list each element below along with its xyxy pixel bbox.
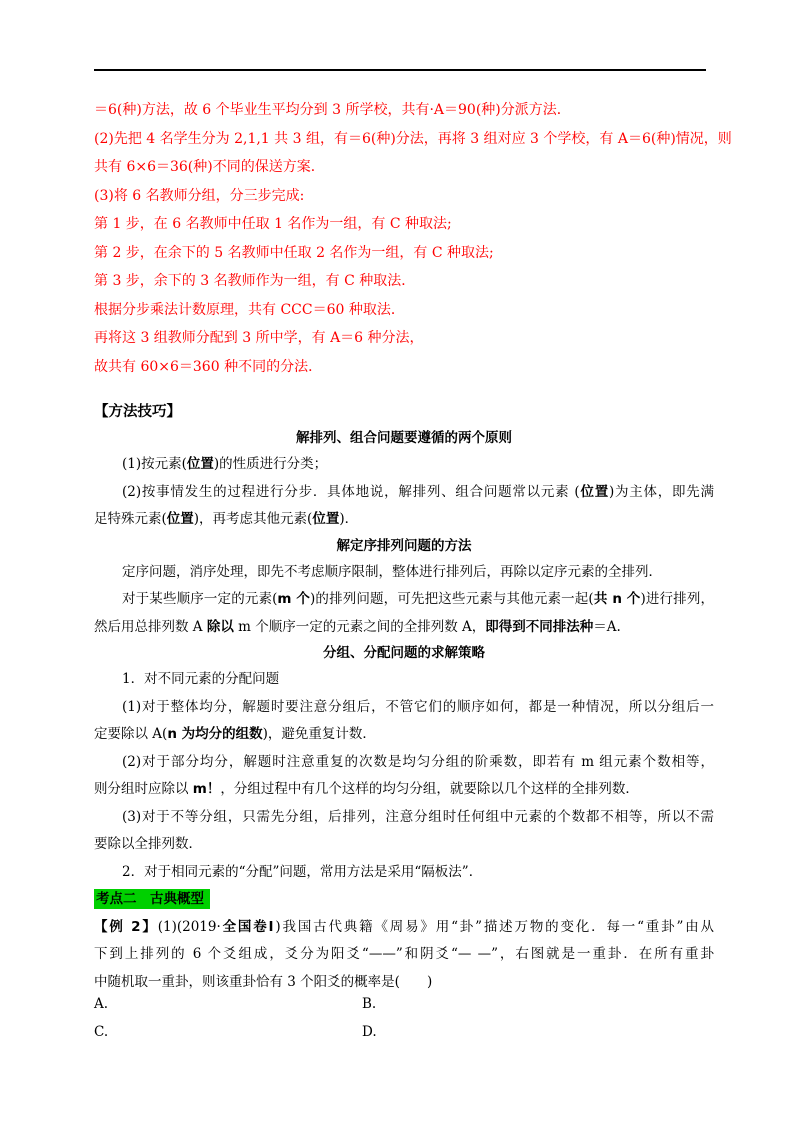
example-line: 下到上排列的 6 个爻组成，爻分为阳爻“——”和阴爻“— —”，右图就是一重卦．在所有重卦 — [94, 946, 714, 962]
solution-line: 第 1 步，在 6 名教师中任取 1 名作为一组，有 C 种取法; — [94, 216, 452, 232]
paragraph — [94, 776, 714, 804]
bold-text: 即得到不同排法种 — [485, 618, 594, 635]
methods-body — [94, 426, 714, 1051]
kaodian-label: 考点二 古典概型 — [94, 889, 210, 909]
text: )． — [339, 511, 359, 527]
paragraph: 要除以全排列数． — [94, 836, 202, 852]
section-title: 解定序排列问题的方法 — [336, 537, 472, 554]
text: )进行排列， — [640, 591, 714, 607]
choice-row — [94, 1024, 714, 1052]
solution-line: 第 3 步，余下的 3 名教师作为一组，有 C 种取法． — [94, 273, 416, 289]
text: )，避免重复计数． — [262, 726, 376, 742]
paragraph: 2．对于相同元素的“分配”问题，常用方法是采用“隔板法”． — [122, 863, 483, 880]
choice-b: B. — [362, 996, 377, 1012]
text: (1)(2019· — [157, 918, 221, 935]
bold-text: n 为均分的组数 — [167, 726, 263, 742]
solution-block — [94, 96, 732, 381]
section-title: 分组、分配问题的求解策略 — [323, 645, 485, 661]
text: (2)按事情发生的过程进行分步．具体地说，解排列、组合问题常以元素 ( — [122, 483, 580, 500]
solution-line: ＝6(种)方法，故 6 个毕业生平均分到 3 所学校，共有·A＝90(种)分派方法． — [94, 102, 571, 118]
text: )的排列问题，可先把这些元素与其他元素一起( — [310, 591, 594, 607]
text: 则分组时应除以 — [94, 781, 193, 797]
text: 然后用总排列数 A — [94, 618, 207, 635]
text: )为主体，即先满 — [608, 483, 715, 500]
solution-line: 故共有 60×6＝360 种不同的分法． — [94, 358, 323, 375]
paragraph: (1)对于整体均分，解题时要注意分组后，不管它们的顺序如何，都是一种情况，所以分组后一 — [122, 698, 714, 715]
bold-text: 位置 — [186, 456, 214, 472]
text: (1)按元素( — [122, 456, 187, 472]
paragraph — [94, 721, 714, 749]
solution-line: (2)先把 4 名学生分为 2,1,1 共 3 组，有＝6(种)分法，再将 3 组对应 3 个学校，有 A＝6(种)情况，则 — [94, 130, 732, 147]
paragraph — [94, 614, 714, 642]
paragraph: 1．对不同元素的分配问题 — [122, 671, 280, 687]
kaodian-row — [94, 886, 714, 914]
paragraph — [94, 479, 714, 507]
text: )我国古代典籍《周易》用“卦”描述万物的变化．每一“重卦”由从 — [275, 918, 715, 935]
bold-text: 位置 — [166, 511, 194, 527]
bold-text: m 个 — [277, 591, 310, 607]
choice-row — [94, 996, 714, 1024]
paragraph: 定序问题，消序处理，即先不考虑顺序限制，整体进行排列后，再除以定序元素的全排列． — [122, 563, 662, 580]
paragraph — [94, 506, 714, 534]
text: ，分组过程中有几个这样的均匀分组，就要除以几个这样的全排列数． — [220, 781, 639, 797]
text: 定要除以 A( — [94, 726, 168, 742]
paragraph: (2)对于部分均分，解题时注意重复的次数是均匀分组的阶乘数，即若有 m 组元素个数相等， — [122, 753, 714, 770]
paragraph — [94, 586, 714, 614]
choice-a: A. — [94, 996, 109, 1012]
solution-line: 第 2 步，在余下的 5 名教师中任取 2 名作为一组，有 C 种取法; — [94, 244, 494, 261]
example-line: 中随机取一重卦，则该重卦恰有 3 个阳爻的概率是( ) — [94, 973, 433, 990]
choice-d: D. — [362, 1023, 377, 1040]
bold-text: 共 n 个 — [593, 591, 641, 607]
text: 足特殊元素( — [94, 511, 167, 527]
text: 对于某些顺序一定的元素( — [122, 591, 278, 607]
paragraph: (3)对于不等分组，只需先分组，后排列，注意分组时任何组中元素的个数都不相等，所以不需 — [122, 808, 714, 825]
section-title: 解排列、组合问题要遵循的两个原则 — [296, 430, 512, 446]
bold-text: 位置 — [579, 483, 609, 500]
bold-text: 位置 — [312, 511, 340, 527]
paragraph — [94, 451, 714, 479]
text: m 个顺序一定的元素之间的全排列数 A， — [233, 618, 486, 635]
choice-c: C. — [94, 1023, 109, 1040]
solution-line: 共有 6×6＝36(种)不同的保送方案． — [94, 159, 325, 175]
solution-line: 根据分步乘法计数原理，共有 CCC＝60 种取法． — [94, 301, 405, 318]
header-rule — [94, 69, 706, 71]
example-line — [94, 914, 714, 942]
text: ＝A. — [593, 618, 621, 635]
bold-text: 全国卷Ⅰ — [220, 918, 276, 935]
methods-header: 【方法技巧】 — [94, 404, 181, 420]
bold-text: 除以 — [206, 618, 234, 635]
solution-line: (3)将 6 名教师分组，分三步完成: — [94, 187, 305, 204]
text: )的性质进行分类； — [213, 456, 328, 472]
solution-line: 再将这 3 组教师分配到 3 所中学，有 A＝6 种分法， — [94, 330, 424, 346]
text: )，再考虑其他元素( — [193, 511, 313, 527]
example-label: 【例 2】 — [94, 918, 158, 935]
bold-text: m！ — [192, 781, 221, 797]
